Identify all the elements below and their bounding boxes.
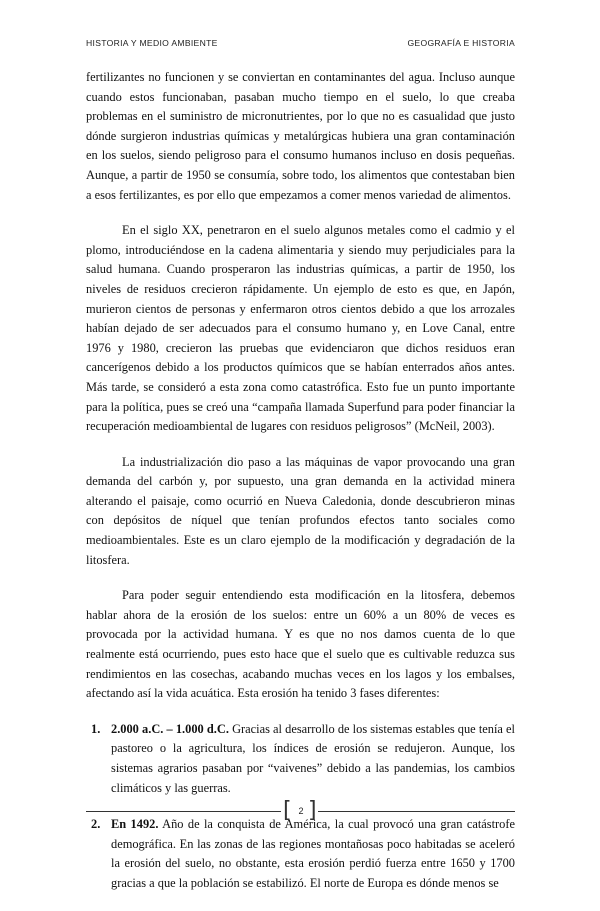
right-bracket-icon: ] [308,798,317,823]
list-item-lead: En 1492. [111,817,159,832]
list-item-lead: 2.000 a.C. – 1.000 d.C. [111,721,229,736]
list-item-number: 1. [91,721,101,736]
document-body [86,68,515,911]
list-item [86,720,515,798]
page-footer [0,797,600,827]
paragraph-4: Para poder seguir entendiendo esta modificación en la litosfera, debemos hablar ahora de la erosión de los suelos: entre un 60% a un 80% de veces es provocada por la actividad humana. Y es que no nos damos cuenta de lo que realmente está ocurriendo, pues esto hace que el suelo que es cultivable reduzca sus rendimientos en las cosechas, acabando muchas veces en los lagos y los embalses, afectando así la vida acuática. Esta erosión ha tenido 3 fases diferentes: [86,588,515,701]
list-item-text: Gracias al desarrollo de los sistemas estables que tenía el pastoreo o la agricultura, los índices de erosión se redujeron. Aunque, los sistemas agrarios pasaban por “vaivenes” debido a las pandemias, los cambios climáticos y las guerras. [111,721,516,795]
paragraph-2: En el siglo XX, penetraron en el suelo algunos metales como el cadmio y el plomo, introduciéndose en la cadena alimentaria y siendo muy perjudiciales para la salud humana. Cuando prosperaron las industrias químicas, a partir de 1950, los niveles de residuos crecieron rápidamente. Un ejemplo de esto es que, en Japón, murieron cientos de personas y enfermaron otros cientos debido a que los arrozales habían dejado de ser adecuados para el consumo humano y, en Love Canal, entre 1976 y 1980, crecieron las pruebas que evidenciaron que dichos residuos eran cancerígenos debido a los productos químicos que se habían enterrados años antes. Más tarde, se consideró a esta zona como catastrófica. Esto fue un punto importante para la política, pues se creó una “campaña llamada Superfund para poder financiar la recuperación medioambiental de lugares con residuos peligrosos” (McNeil, 2003). [86,223,515,434]
list-item-number: 2. [91,817,101,832]
footer-rule-right [318,811,515,812]
paragraph-3: La industrialización dio paso a las máquinas de vapor provocando una gran demanda del carbón y, por supuesto, una gran demanda en la actividad minera alterando el paisaje, como ocurrió en Nueva Caledonia, donde descubrieron minas con depósitos de níquel que tenían profundos efectos tanto sociales como medioambientales. Este es un claro ejemplo de la modificación y degradación de la litosfera. [86,454,515,567]
page-header [86,38,515,54]
paragraph-1: fertilizantes no funcionen y se conviertan en contaminantes del agua. Incluso aunque cuando estos funcionaban, pasaban mucho tiempo en el suelo, lo que creaba problemas en el suministro de micronutrientes, por lo que no es casualidad que justo dónde surgieron industrias químicas y metalúrgicas hubiera una gran contaminación en los suelos, siendo peligroso para el consumo humanos incluso en dosis pequeñas. Aunque, a partir de 1950 se consumía, sobre todo, los alimentos que contestaban bien a esos fertilizantes, es por ello que empezamos a comer menos variedad de alimentos. [86,70,515,202]
page-number: 2 [298,806,304,816]
header-right-title: GEOGRAFÍA E HISTORIA [407,38,515,48]
list-item-text: Año de la conquista de América, la cual provocó una gran catástrofe demográfica. En las zonas de las regiones montañosas poco habitadas se aceleró la erosión del suelo, no obstante, esta erosión perdió fuerza entre 1650 y 1700 gracias a que la población se estabilizó. El norte de Europa es dónde menos se [111,817,515,890]
footer-rule-left [86,811,281,812]
left-bracket-icon: [ [283,798,292,823]
header-left-title: HISTORIA Y MEDIO AMBIENTE [86,38,218,48]
